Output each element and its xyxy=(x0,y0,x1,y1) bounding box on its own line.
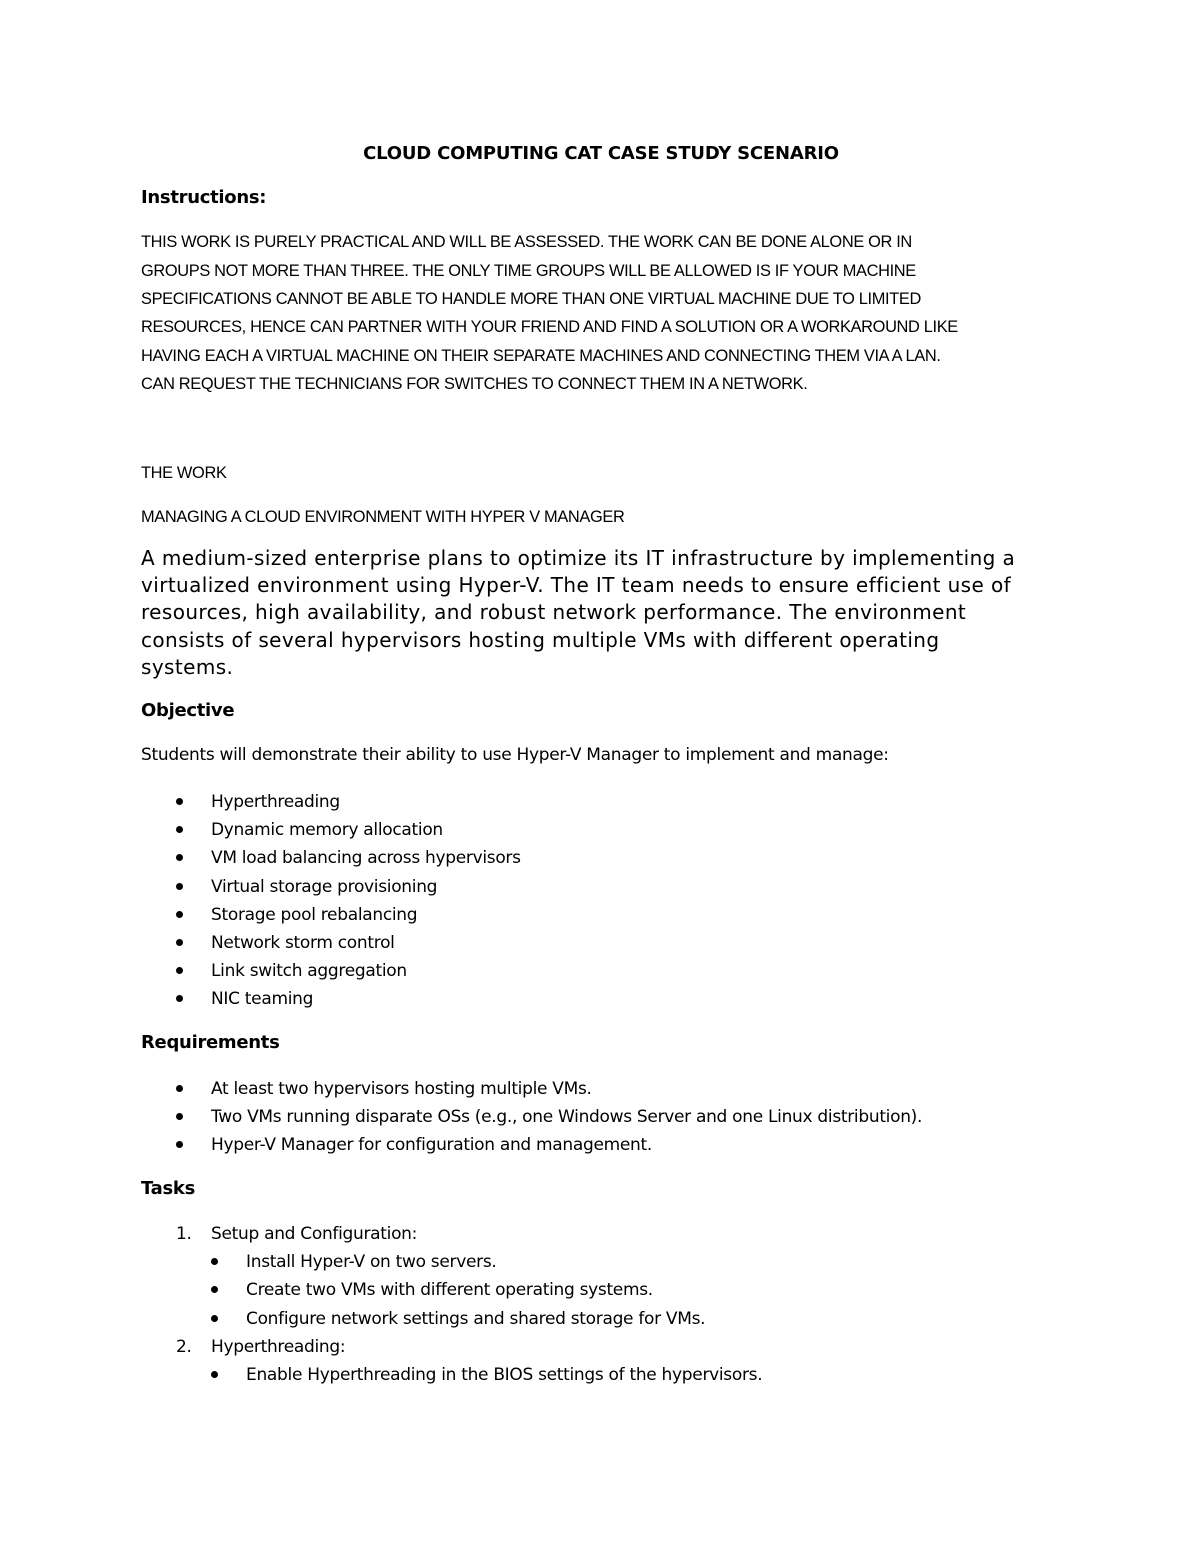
instructions-line: CAN REQUEST THE TECHNICIANS FOR SWITCHES TO CONNECT THEM IN A NETWORK. xyxy=(141,375,808,393)
bullet-icon xyxy=(176,1085,183,1092)
requirements-heading: Requirements xyxy=(141,1032,280,1053)
instructions-line: GROUPS NOT MORE THAN THREE. THE ONLY TIME GROUPS WILL BE ALLOWED IS IF YOUR MACHINE xyxy=(141,262,916,280)
bullet-icon xyxy=(176,883,183,890)
objective-intro: Students will demonstrate their ability to use Hyper-V Manager to implement and manage: xyxy=(141,745,889,765)
document-title: CLOUD COMPUTING CAT CASE STUDY SCENARIO xyxy=(363,143,839,164)
bullet-icon xyxy=(176,826,183,833)
task-label: Setup and Configuration: xyxy=(211,1224,418,1244)
scenario-paragraph xyxy=(141,545,1061,681)
instructions-line: SPECIFICATIONS CANNOT BE ABLE TO HANDLE MORE THAN ONE VIRTUAL MACHINE DUE TO LIMITED xyxy=(141,290,921,308)
bullet-icon xyxy=(211,1258,218,1265)
task-number: 1. xyxy=(176,1224,192,1244)
tasks-heading: Tasks xyxy=(141,1178,196,1199)
bullet-icon xyxy=(176,854,183,861)
task-label: Hyperthreading: xyxy=(211,1337,346,1357)
bullet-icon xyxy=(211,1286,218,1293)
bullet-icon xyxy=(176,1141,183,1148)
bullet-icon xyxy=(176,939,183,946)
bullet-icon xyxy=(211,1315,218,1322)
bullet-icon xyxy=(176,967,183,974)
scenario-line: virtualized environment using Hyper-V. The IT team needs to ensure efficient use of xyxy=(141,573,1012,598)
scenario-line: systems. xyxy=(141,654,234,679)
bullet-icon xyxy=(211,1371,218,1378)
bullet-icon xyxy=(176,911,183,918)
instructions-heading: Instructions: xyxy=(141,187,267,208)
scenario-line: resources, high availability, and robust network performance. The environment xyxy=(141,600,967,625)
instructions-line: HAVING EACH A VIRTUAL MACHINE ON THEIR SEPARATE MACHINES AND CONNECTING THEM VIA A LAN. xyxy=(141,347,941,365)
scenario-line: consists of several hypervisors hosting multiple VMs with different operating xyxy=(141,627,940,652)
the-work-label: THE WORK xyxy=(141,464,227,482)
scenario-line: A medium-sized enterprise plans to optimize its IT infrastructure by implementing a xyxy=(141,546,1016,570)
bullet-icon xyxy=(176,798,183,805)
objective-heading: Objective xyxy=(141,700,235,721)
instructions-line: RESOURCES, HENCE CAN PARTNER WITH YOUR FRIEND AND FIND A SOLUTION OR A WORKAROUND LIKE xyxy=(141,318,958,336)
bullet-icon xyxy=(176,1113,183,1120)
document-subtitle: MANAGING A CLOUD ENVIRONMENT WITH HYPER V MANAGER xyxy=(141,508,625,526)
bullet-icon xyxy=(176,995,183,1002)
task-number: 2. xyxy=(176,1337,192,1357)
instructions-line: THIS WORK IS PURELY PRACTICAL AND WILL BE ASSESSED. THE WORK CAN BE DONE ALONE OR IN xyxy=(141,233,912,251)
